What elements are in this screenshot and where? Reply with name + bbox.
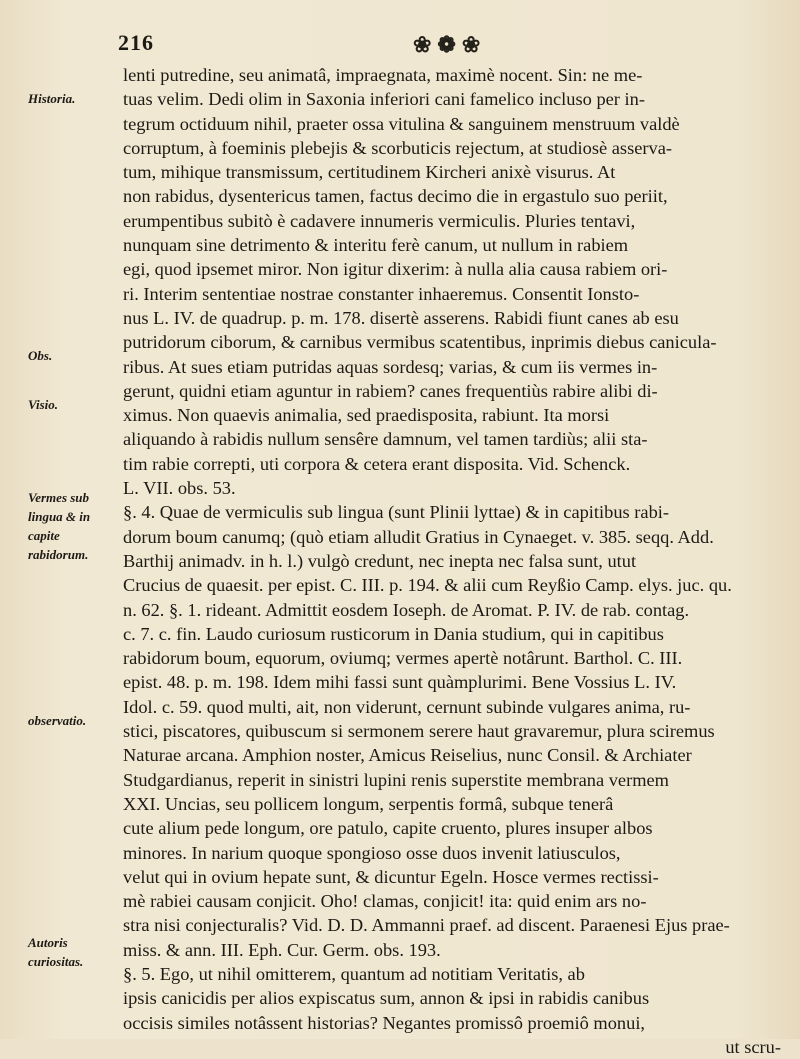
text-line: c. 7. c. fin. Laudo curiosum rusticorum in Dania studium, qui in capitibus bbox=[123, 623, 664, 644]
text-line: epist. 48. p. m. 198. Idem mihi fassi sunt quàmplurimi. Bene Vossius L. IV. bbox=[123, 672, 677, 693]
header-ornament: ❀❁❀ bbox=[413, 32, 487, 57]
text-line: minores. In narium quoque spongioso osse duos invenit latiusculos, bbox=[123, 842, 621, 863]
text-line: Idol. c. 59. quod multi, ait, non viderunt, cernunt subinde vulgares anima, ru- bbox=[123, 696, 691, 717]
page-number: 216 bbox=[118, 30, 154, 55]
text-line: n. 62. §. 1. rideant. Admittit eosdem Ioseph. de Aromat. P. IV. de rab. contag. bbox=[123, 599, 690, 620]
text-line: lenti putredine, seu animatâ, impraegnata, maximè nocent. Sin: ne me- bbox=[123, 65, 643, 85]
text-line: putridorum ciborum, & carnibus vermibus scatentibus, inprimis diebus canicula- bbox=[123, 332, 717, 353]
text-line: non rabidus, dysentericus tamen, factus decimo die in ergastulo suo periit, bbox=[123, 186, 668, 207]
text-line: ut scru- bbox=[725, 1036, 781, 1057]
margin-note-autoris: Autoris curiositas. bbox=[28, 935, 84, 969]
margin-note-obs: Obs. bbox=[28, 348, 53, 363]
text-line: ribus. At sues etiam putridas aquas sordesq; varias, & cum iis vermes in- bbox=[123, 356, 658, 377]
text-line: ri. Interim sententiae nostrae constanter inhaeremus. Consentit Ionsto- bbox=[123, 283, 640, 304]
text-line: miss. & ann. III. Eph. Cur. Germ. obs. 193. bbox=[123, 939, 441, 960]
text-line: dorum boum canumq; (quò etiam alludit Gratius in Cynaeget. v. 385. seqq. Add. bbox=[123, 526, 714, 547]
text-line: nunquam sine detrimento & interitu ferè canum, ut nullum in rabiem bbox=[123, 235, 629, 256]
text-line: stici, piscatores, quibuscum si sermonem serere haut gravaremur, plura sciremus bbox=[123, 721, 715, 742]
margin-note-visio: Visio. bbox=[28, 397, 58, 412]
text-line: §. 5. Ego, ut nihil omitterem, quantum ad notitiam Veritatis, ab bbox=[123, 963, 585, 984]
text-line: stra nisi conjecturalis? Vid. D. D. Ammanni praef. ad discent. Paraenesi Ejus prae- bbox=[123, 915, 730, 936]
margin-note-observatio: observatio. bbox=[28, 713, 87, 728]
margin-note-vermes: Vermes sub lingua & in capite rabidorum. bbox=[28, 490, 91, 562]
text-line: §. 4. Quae de vermiculis sub lingua (sunt Plinii lyttae) & in capitibus rabi- bbox=[123, 502, 669, 523]
text-line: L. VII. obs. 53. bbox=[123, 478, 236, 499]
text-line: aliquando à rabidis nullum sensêre damnum, vel tamen tardiùs; alii sta- bbox=[123, 429, 648, 450]
margin-note-historia: Historia. bbox=[28, 91, 76, 106]
text-line: mè rabiei causam conjicit. Oho! clamas, conjicit! ita: quid enim ars no- bbox=[123, 891, 647, 912]
text-line: occisis similes notâssent historias? Negantes promissô proemiô monui, bbox=[123, 1012, 646, 1033]
text-line: XXI. Uncias, seu pollicem longum, serpentis formâ, subque tenerâ bbox=[123, 793, 614, 814]
text-line: velut qui in ovium hepate sunt, & dicuntur Egeln. Hosce vermes rectissi- bbox=[123, 866, 659, 887]
text-line: Naturae arcana. Amphion noster, Amicus Reiselius, nunc Consil. & Archiater bbox=[123, 745, 692, 766]
text-line: Barthij animadv. in h. l.) vulgò credunt, nec inepta nec falsa sunt, utut bbox=[123, 550, 637, 571]
text-line: rabidorum boum, equorum, oviumq; vermes apertè notârunt. Barthol. C. III. bbox=[123, 648, 683, 669]
text-line: corruptum, à foeminis plebejis & scorbuticis rejectum, at studiosè asserva- bbox=[123, 137, 673, 158]
text-line: erumpentibus subitò è cadavere innumeris vermiculis. Pluries tentavi, bbox=[123, 210, 636, 231]
text-line: nus L. IV. de quadrup. p. m. 178. disertè asserens. Rabidi fiunt canes ab esu bbox=[123, 307, 679, 328]
text-line: Studgardianus, reperit in sinistri lupini renis superstite membrana vermem bbox=[123, 769, 669, 790]
text-line: Crucius de quaesit. per epist. C. III. p. 194. & alii cum Reyßio Camp. elys. juc. qu. bbox=[123, 575, 732, 596]
text-line: tuas velim. Dedi olim in Saxonia inferiori cani famelico incluso per in- bbox=[123, 89, 645, 110]
text-line: tim rabie correpti, uti corpora & cetera erant disposita. Vid. Schenck. bbox=[123, 453, 631, 474]
text-line: ximus. Non quaevis animalia, sed praedisposita, rabiunt. Ita morsi bbox=[123, 405, 610, 426]
text-body bbox=[123, 63, 793, 1059]
text-line: cute alium pede longum, ore patulo, capite cruento, plures insuper albos bbox=[123, 818, 653, 839]
text-line: egi, quod ipsemet miror. Non igitur dixerim: à nulla alia causa rabiem ori- bbox=[123, 259, 668, 280]
text-line: tum, mihique transmissum, certitudinem Kircheri anixè visurus. At bbox=[123, 162, 616, 183]
text-line: tegrum octiduum nihil, praeter ossa vitulina & sanguinem menstruum valdè bbox=[123, 113, 680, 134]
text-line: gerunt, quidni etiam aguntur in rabiem? canes frequentiùs rabire alibi di- bbox=[123, 380, 658, 401]
text-line: ipsis canicidis per alios expiscatus sum, annon & ipsi in rabidis canibus bbox=[123, 988, 650, 1009]
page-header bbox=[118, 30, 798, 64]
